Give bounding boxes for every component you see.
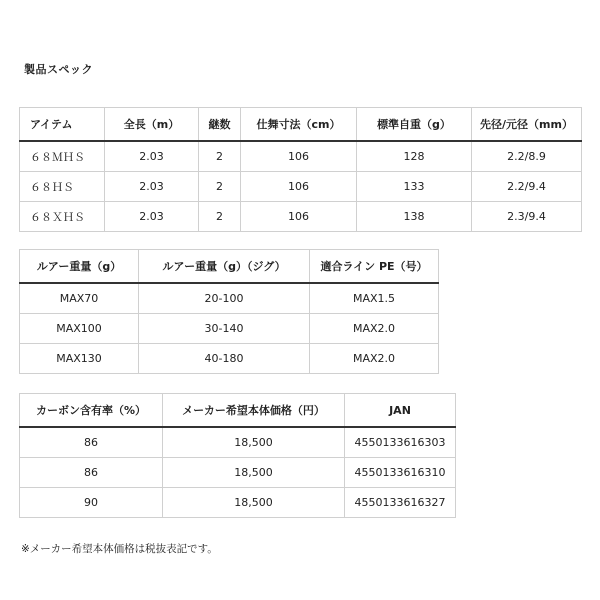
cell-diameter: 2.3/9.4 (472, 202, 582, 232)
cell-line-pe: MAX2.0 (310, 344, 439, 374)
cell-price: 18,500 (163, 427, 345, 458)
cell-length: 2.03 (105, 172, 199, 202)
cell-line-pe: MAX1.5 (310, 283, 439, 314)
cell-lure-weight-jig: 20-100 (139, 283, 310, 314)
header-carbon: カーボン含有率（%） (20, 394, 163, 428)
header-sections: 継数 (199, 108, 241, 142)
cell-sections: 2 (199, 202, 241, 232)
cell-line-pe: MAX2.0 (310, 314, 439, 344)
cell-weight: 138 (357, 202, 472, 232)
cell-price: 18,500 (163, 458, 345, 488)
table-row (20, 314, 439, 344)
header-closed-length: 仕舞寸法（cm） (241, 108, 357, 142)
table-row (20, 344, 439, 374)
header-diameter: 先径/元径（mm） (472, 108, 582, 142)
cell-carbon: 86 (20, 458, 163, 488)
cell-diameter: 2.2/9.4 (472, 172, 582, 202)
table-row (20, 141, 582, 172)
cell-lure-weight: MAX70 (20, 283, 139, 314)
cell-item: ６８ＸＨＳ (20, 202, 105, 232)
section-title: 製品スペック (24, 63, 93, 76)
table-header-row (20, 394, 456, 428)
table-row (20, 427, 456, 458)
cell-jan: 4550133616310 (345, 458, 456, 488)
cell-item: ６８ＨＳ (20, 172, 105, 202)
cell-lure-weight: MAX100 (20, 314, 139, 344)
header-price: メーカー希望本体価格（円） (163, 394, 345, 428)
table-row (20, 458, 456, 488)
cell-weight: 128 (357, 141, 472, 172)
cell-lure-weight-jig: 30-140 (139, 314, 310, 344)
table-row (20, 283, 439, 314)
cell-item: ６８ＭＨＳ (20, 141, 105, 172)
header-item: アイテム (20, 108, 105, 142)
spec-table (19, 107, 582, 232)
cell-price: 18,500 (163, 488, 345, 518)
cell-length: 2.03 (105, 141, 199, 172)
cell-sections: 2 (199, 141, 241, 172)
cell-carbon: 90 (20, 488, 163, 518)
cell-jan: 4550133616327 (345, 488, 456, 518)
table-row (20, 202, 582, 232)
cell-length: 2.03 (105, 202, 199, 232)
table-header-row (20, 108, 582, 142)
header-lure-weight: ルアー重量（g） (20, 250, 139, 284)
cell-sections: 2 (199, 172, 241, 202)
header-length: 全長（m） (105, 108, 199, 142)
cell-diameter: 2.2/8.9 (472, 141, 582, 172)
cell-lure-weight: MAX130 (20, 344, 139, 374)
cell-weight: 133 (357, 172, 472, 202)
cell-jan: 4550133616303 (345, 427, 456, 458)
table-row (20, 488, 456, 518)
cell-closed-length: 106 (241, 141, 357, 172)
price-table (19, 393, 456, 518)
cell-closed-length: 106 (241, 172, 357, 202)
cell-carbon: 86 (20, 427, 163, 458)
price-note: ※メーカー希望本体価格は税抜表記です。 (21, 543, 218, 555)
cell-lure-weight-jig: 40-180 (139, 344, 310, 374)
cell-closed-length: 106 (241, 202, 357, 232)
lure-table (19, 249, 439, 374)
header-jan: JAN (345, 394, 456, 428)
table-header-row (20, 250, 439, 284)
table-row (20, 172, 582, 202)
header-lure-weight-jig: ルアー重量（g）（ジグ） (139, 250, 310, 284)
header-line-pe: 適合ライン PE（号） (310, 250, 439, 284)
header-weight: 標準自重（g） (357, 108, 472, 142)
